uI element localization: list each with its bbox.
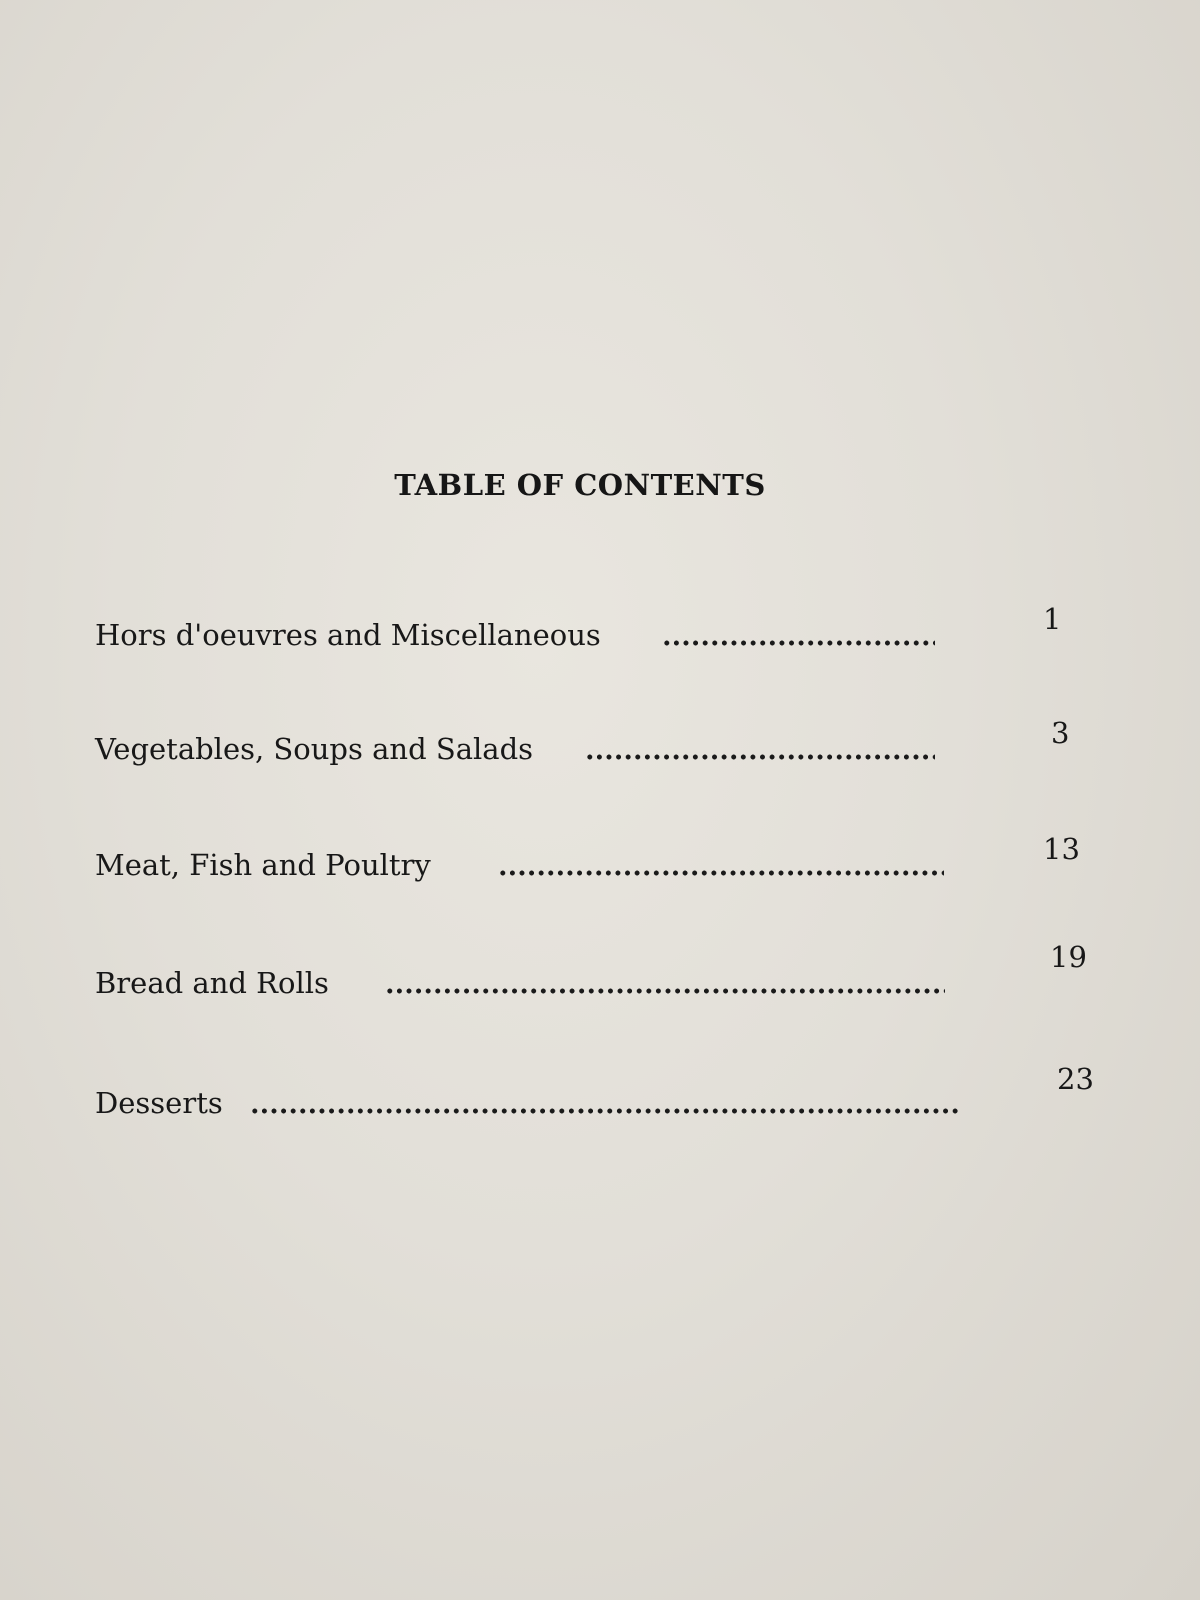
dot-leader	[585, 754, 935, 760]
toc-page-number: 1	[1043, 602, 1062, 636]
toc-page-number: 13	[1043, 832, 1080, 866]
toc-entry-label: Desserts	[95, 1086, 223, 1120]
toc-entry-meat-fish-poultry	[95, 832, 1095, 882]
toc-entry-label: Meat, Fish and Poultry	[95, 848, 431, 882]
toc-entry-label: Vegetables, Soups and Salads	[95, 732, 534, 766]
toc-page-number: 19	[1050, 940, 1087, 974]
toc-entry-label: Bread and Rolls	[95, 966, 329, 1000]
dot-leader	[498, 870, 944, 876]
toc-page-number: 23	[1057, 1062, 1094, 1096]
dot-leader	[250, 1108, 960, 1114]
toc-entry-vegetables	[95, 716, 1095, 766]
toc-entry-bread-rolls	[95, 940, 1095, 1000]
toc-page-number: 3	[1051, 716, 1070, 750]
toc-entry-desserts	[95, 1062, 1095, 1120]
toc-entry-hors-doeuvres	[95, 602, 1095, 652]
dot-leader	[662, 640, 935, 646]
toc-entry-label: Hors d'oeuvres and Miscellaneous	[95, 618, 601, 652]
dot-leader	[385, 988, 945, 994]
page-title: TABLE OF CONTENTS	[394, 468, 766, 502]
